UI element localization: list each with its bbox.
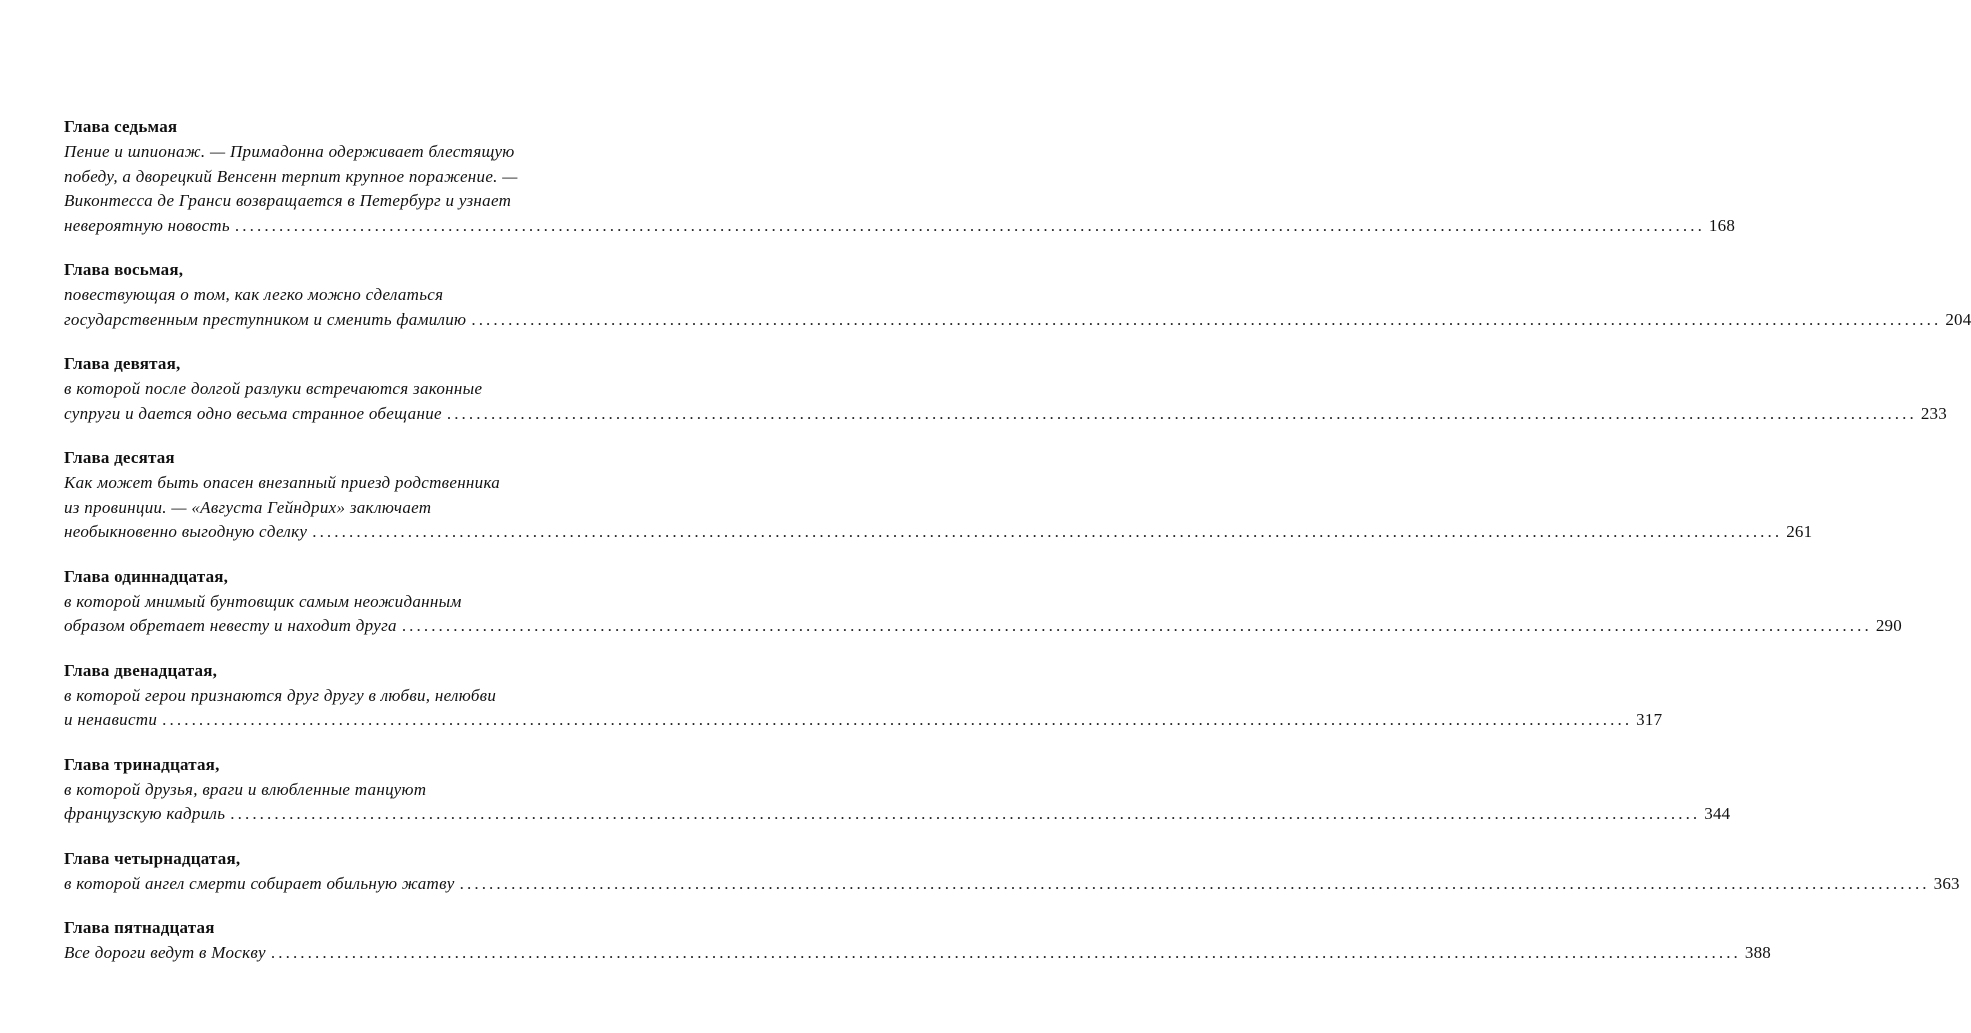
- chapter-summary-line: в которой друзья, враги и влюбленные танцуют: [64, 779, 427, 799]
- chapter-summary-line: в которой мнимый бунтовщик самым неожиданным: [64, 591, 462, 611]
- page-number: 388: [1744, 943, 1772, 962]
- chapter-summary-line: Пение и шпионаж. — Примадонна одерживает блестящую: [64, 142, 515, 161]
- chapter-title: Глава десятая: [64, 448, 175, 467]
- chapter-summary-line: в которой после долгой разлуки встречаются законные: [64, 379, 483, 398]
- page-number: 317: [1636, 710, 1663, 729]
- chapter-summary-last-line: супруги и дается одно весьма странное обещание: [64, 403, 442, 423]
- toc-entry-chapter-7: [64, 114, 1736, 238]
- chapter-summary-last-line: необыкновенно выгодную сделку: [64, 522, 308, 541]
- chapter-summary-last-line: Все дороги ведут в Москву: [64, 943, 266, 962]
- page-number: 363: [1933, 873, 1960, 893]
- toc-entry-chapter-10: [64, 445, 1813, 545]
- toc-entry-chapter-13: [64, 752, 1731, 827]
- chapter-summary-last-line: образом обретает невесту и находит друга: [64, 616, 397, 635]
- dot-leader: ........................................................................................................................................................................................................: [401, 616, 1872, 635]
- page-number: 233: [1920, 403, 1947, 423]
- toc-last-line: [64, 614, 1902, 639]
- toc-entry-chapter-14: [64, 846, 1960, 897]
- chapter-title: Глава девятая,: [64, 354, 181, 373]
- table-of-contents: [64, 114, 1971, 985]
- dot-leader: ........................................................................................................................................................................................................: [312, 522, 1783, 541]
- toc-last-line: [64, 402, 1947, 427]
- chapter-title: Глава одиннадцатая,: [64, 566, 229, 586]
- chapter-summary-line: повествующая о том, как легко можно сделаться: [64, 285, 444, 304]
- page-number: 261: [1786, 522, 1813, 541]
- chapter-summary-line: победу, а дворецкий Венсенн терпит крупное поражение. —: [64, 166, 518, 186]
- toc-entry-chapter-8: [64, 257, 1971, 332]
- toc-entry-chapter-11: [64, 564, 1902, 639]
- chapter-title: Глава пятнадцатая: [64, 918, 215, 937]
- chapter-summary-last-line: в которой ангел смерти собирает обильную жатву: [64, 873, 455, 893]
- toc-entry-chapter-9: [64, 351, 1947, 426]
- dot-leader: ........................................................................................................................................................................................................: [234, 215, 1705, 235]
- chapter-summary-line: Как может быть опасен внезапный приезд родственника: [64, 473, 501, 492]
- chapter-summary-last-line: и ненависти: [64, 710, 158, 729]
- chapter-title: Глава восьмая,: [64, 260, 184, 279]
- toc-last-line: [64, 802, 1731, 827]
- chapter-summary-last-line: государственным преступником и сменить фамилию: [64, 309, 467, 329]
- toc-last-line: [64, 520, 1813, 545]
- toc-entry-chapter-15: [64, 915, 1772, 966]
- page-number: 344: [1704, 804, 1731, 823]
- dot-leader: ........................................................................................................................................................................................................: [471, 309, 1942, 329]
- page-number: 204: [1945, 309, 1971, 329]
- toc-last-line: [64, 872, 1960, 897]
- chapter-summary-line: Виконтесса де Гранси возвращается в Петербург и узнает: [64, 191, 512, 210]
- dot-leader: ........................................................................................................................................................................................................: [459, 873, 1930, 893]
- chapter-summary-line: из провинции. — «Августа Гейндрих» заключает: [64, 497, 432, 517]
- dot-leader: ........................................................................................................................................................................................................: [162, 710, 1633, 729]
- dot-leader: ........................................................................................................................................................................................................: [270, 943, 1741, 962]
- dot-leader: ........................................................................................................................................................................................................: [230, 804, 1701, 823]
- toc-last-line: [64, 941, 1772, 966]
- chapter-summary-line: в которой герои признаются друг другу в любви, нелюбви: [64, 685, 497, 705]
- chapter-title: Глава четырнадцатая,: [64, 848, 241, 868]
- toc-last-line: [64, 708, 1663, 733]
- chapter-summary-last-line: невероятную новость: [64, 215, 230, 235]
- toc-last-line: [64, 214, 1736, 239]
- dot-leader: ........................................................................................................................................................................................................: [446, 403, 1917, 423]
- chapter-title: Глава седьмая: [64, 117, 178, 136]
- chapter-summary-last-line: французскую кадриль: [64, 804, 226, 823]
- toc-last-line: [64, 308, 1971, 333]
- chapter-title: Глава двенадцатая,: [64, 660, 218, 680]
- toc-entry-chapter-12: [64, 658, 1663, 733]
- page-number: 290: [1875, 616, 1902, 635]
- page-number: 168: [1708, 215, 1736, 235]
- chapter-title: Глава тринадцатая,: [64, 754, 220, 774]
